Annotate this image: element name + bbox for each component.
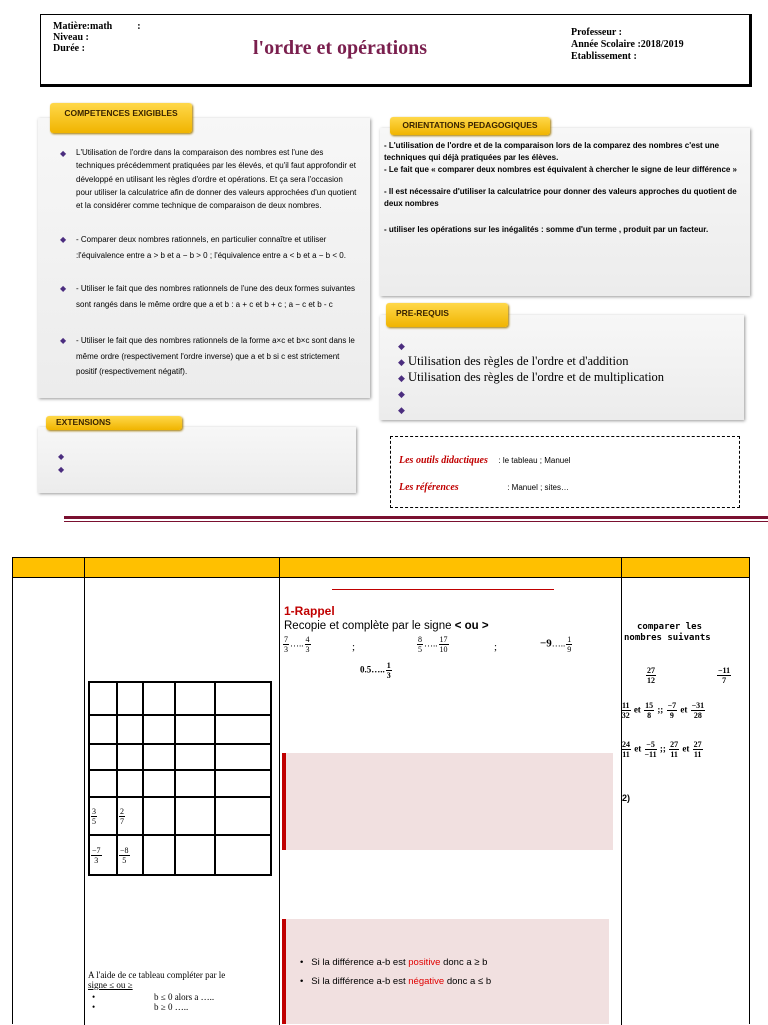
references-row <box>399 482 569 493</box>
prerequis-tag <box>386 303 508 327</box>
grid-cell: $\frac{3}{5}$ <box>89 797 117 835</box>
table-instruction: A l'aide de ce tableau compléter par le signe ≤ ou ≥ • b ≤ 0 alors a ….. • b ≥ 0 ….. <box>88 970 268 1012</box>
references-label: Les références <box>399 482 459 493</box>
diamond-bullet-icon: ◆ <box>398 357 405 367</box>
compare-row-2: $\frac{11}{32}$ et $\frac{15}{8}$ ;; $\frac{-7}{9}$ et $\frac{-31}{28}$ <box>621 701 705 720</box>
instruction-row-2: b ≥ 0 ….. <box>154 1002 189 1012</box>
diamond-bullet-icon: ◆ <box>58 465 65 474</box>
exercise-dots: ….. <box>290 638 304 649</box>
compare-title-line-1: comparer les <box>637 622 703 632</box>
separator-line-thick <box>64 516 768 519</box>
column-divider <box>279 558 280 1025</box>
orientation-item-4: - utiliser les opérations sur les inégalités : somme d'un terme , produit par un facteur. <box>384 225 709 234</box>
property-box-bar <box>282 919 286 1024</box>
orientation-item-1: - L'utilisation de l'ordre et de la comparaison lors de la comparez des nombres c'est une techniques qui déjà pratiquées par les élèves. <box>384 141 720 162</box>
prerequis-list <box>398 338 728 418</box>
diamond-bullet-icon: ◆ <box>398 341 405 351</box>
exercise-sep: ; <box>494 641 498 653</box>
establishment-label: Etablissement : <box>571 51 637 62</box>
competences-tag <box>50 103 192 133</box>
exercise-3: −9….. $\frac{1}{9}$ <box>540 635 572 654</box>
tools-row <box>399 455 570 466</box>
subject-label: Matière:math <box>53 21 113 32</box>
exercise-1: $\frac{7}{3}$ ….. $\frac{4}{3}$ <box>284 635 310 654</box>
orientation-item-3: - Il est nécessaire d'utiliser la calculatrice pour donner des valeurs approches du quotient de deux nombres <box>384 187 737 208</box>
orientations-label: ORIENTATIONS PEDAGOGIQUES <box>402 120 538 130</box>
rappel-top-rule <box>332 589 554 590</box>
property-keyword: négative <box>408 976 445 987</box>
extensions-label: EXTENSIONS <box>56 417 111 427</box>
tools-label: Les outils didactiques <box>399 455 488 466</box>
rappel-signs: < ou > <box>454 620 489 632</box>
diamond-bullet-icon: ◆ <box>60 149 67 158</box>
diamond-bullet-icon: ◆ <box>60 336 67 345</box>
compare-sep: ;; <box>659 743 666 754</box>
instruction-line-1: A l'aide de ce tableau compléter par le <box>88 970 226 980</box>
definition-box-bar <box>282 753 286 850</box>
grid-cell: $\frac{2}{7}$ <box>117 797 143 835</box>
competence-item-1: L'Utilisation de l'ordre dans la comparaison des nombres est l'une des techniques précédemment pratiquées par les élevés, et qu'il faut approfondir et développé en utilisant les règles d'ordre et opérations. Et ça sera l'occasion pour utiliser la calculatrice afin de donner des valeurs approchées d'un quotient et la considérer comme technique de comparaison de deux nombres. <box>76 148 357 211</box>
professor-label: Professeur : <box>571 27 623 38</box>
instruction-row-1: b ≤ 0 alors a ….. <box>154 992 215 1002</box>
diamond-bullet-icon: ◆ <box>60 284 67 293</box>
grid-cell: $\frac{-7}{3}$ <box>89 835 117 875</box>
exercise-dots: ….. <box>424 638 438 649</box>
property-keyword: positive <box>408 957 441 968</box>
table-header-row <box>13 558 749 578</box>
property-list: • Si la différence a-b est positive donc a ≥ b • Si la différence a-b est négative donc a ≤ b <box>300 957 492 987</box>
school-year: Année Scolaire :2018/2019 <box>571 39 684 50</box>
references-value: : Manuel ; sites… <box>507 483 570 492</box>
et-word: et <box>634 743 642 754</box>
compare-title-line-2: nombres suivants <box>624 633 711 643</box>
subject-sep: : <box>137 21 141 32</box>
competence-item-2: - Comparer deux nombres rationnels, en particulier connaître et utiliser :l'équivalence entre a > b et a − b > 0 ; l'équivalence entre a < b et a − b < 0. <box>76 235 346 260</box>
level-label: Niveau : <box>53 32 89 43</box>
rappel-instruction-text: Recopie et complète par le signe <box>284 620 452 632</box>
compare-pair-1b: $\frac{-11}{7}$ <box>718 666 731 685</box>
property-text: Si la différence a-b est <box>311 976 406 987</box>
et-word: et <box>682 743 690 754</box>
et-word: et <box>680 704 688 715</box>
extensions-tag <box>46 416 182 430</box>
exercise-value: 0.5 <box>360 664 372 675</box>
comparison-grid <box>88 681 272 876</box>
section-2-label: 2) <box>622 793 631 803</box>
duration-label: Durée : <box>53 43 85 54</box>
exercise-dots: ….. <box>371 664 385 675</box>
diamond-bullet-icon: ◆ <box>398 389 405 399</box>
compare-sep: ;; <box>657 704 664 715</box>
property-text: donc a ≥ b <box>443 957 488 968</box>
competence-item-4: - Utiliser le fait que des nombres rationnels de la forme a×c et b×c sont dans le même ordre (respectivement l'ordre inverse) que a et b si c est strictement positif (respectivement négatif). <box>76 336 355 376</box>
rappel-title: 1-Rappel <box>284 604 335 618</box>
compare-pair-1a: $\frac{27}{12}$ <box>647 666 655 685</box>
property-text: Si la différence a-b est <box>311 957 406 968</box>
property-text: donc a ≤ b <box>446 976 492 987</box>
grid-cell: $\frac{-8}{5}$ <box>117 835 143 875</box>
diamond-bullet-icon: ◆ <box>58 452 65 461</box>
compare-row-3: $\frac{24}{11}$ et $\frac{-5}{-11}$ ;; $\frac{27}{11}$ et $\frac{27}{11}$ <box>622 740 702 759</box>
header-left <box>53 21 141 54</box>
orientation-item-2: - Le fait que « comparer deux nombres est équivalent à chercher le signe de leur différence » <box>384 165 738 174</box>
separator-line-thin <box>64 521 768 522</box>
column-divider <box>621 558 622 1025</box>
header-right <box>571 27 684 63</box>
diamond-bullet-icon: ◆ <box>60 235 67 244</box>
diamond-bullet-icon: ◆ <box>398 373 405 383</box>
orientations-tag <box>390 117 550 135</box>
instruction-line-2: signe ≤ ou ≥ <box>88 980 133 990</box>
extensions-list <box>58 450 64 476</box>
competences-label: COMPETENCES EXIGIBLES <box>64 108 178 118</box>
prerequis-item-3: Utilisation des règles de l'ordre et de multiplication <box>408 370 665 384</box>
compare-title <box>624 622 711 644</box>
exercise-2: $\frac{8}{5}$ ….. $\frac{17}{10}$ <box>418 635 448 654</box>
column-divider <box>84 558 85 1025</box>
header-box <box>40 14 752 87</box>
competence-item-3: - Utiliser le fait que des nombres rationnels de l'une des deux formes suivantes sont rangés dans le même ordre que a et b : a + c et b + c ; a − c et b - c <box>76 284 356 309</box>
diamond-bullet-icon: ◆ <box>398 405 405 415</box>
page-title: l'ordre et opérations <box>253 37 428 59</box>
tools-value: : le tableau ; Manuel <box>498 456 571 465</box>
extensions-panel <box>38 427 356 493</box>
prerequis-item-2: Utilisation des règles de l'ordre et d'addition <box>408 354 629 368</box>
exercise-dots: ….. <box>551 638 566 649</box>
exercise-sep: ; <box>352 641 356 653</box>
orientations-list <box>384 140 746 236</box>
exercise-value: −9 <box>540 637 552 650</box>
rappel-instruction <box>284 620 489 632</box>
exercise-4: 0.5….. $\frac{1}{3}$ <box>360 661 391 680</box>
tools-box <box>390 436 740 508</box>
et-word: et <box>633 704 641 715</box>
prerequis-label: PRE-REQUIS <box>396 308 449 318</box>
definition-box <box>282 753 613 850</box>
